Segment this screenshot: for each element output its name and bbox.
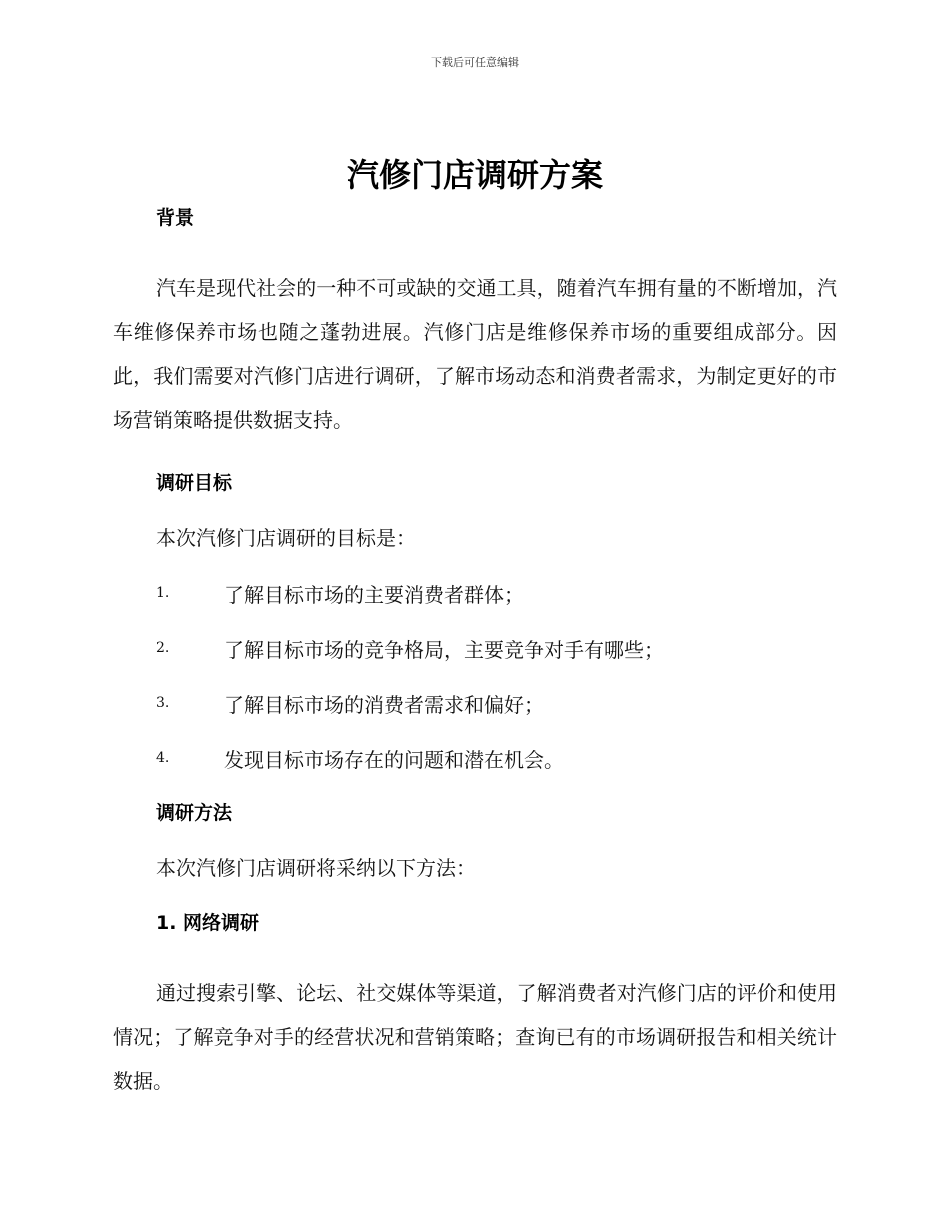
methods-intro: 本次汽修门店调研将采纳以下方法： — [156, 856, 476, 880]
list-item-number: 3. — [156, 695, 170, 711]
header-note: 下载后可任意编辑 — [431, 56, 519, 69]
document-body — [113, 203, 837, 1103]
section-heading-background: 背景 — [156, 207, 195, 229]
list-item-number: 4. — [156, 750, 170, 766]
goals-list — [113, 578, 837, 773]
list-item-text: 了解目标市场的消费者需求和偏好； — [224, 692, 544, 717]
background-paragraph: 汽车是现代社会的一种不可或缺的交通工具，随着汽车拥有量的不断增加，汽车维修保养市场也随之蓬勃进展。汽修门店是维修保养市场的重要组成部分。因此，我们需要对汽修门店进行调研，了解市场动态和消费者需求，为制定更好的市场营销策略提供数据支持。 — [113, 276, 837, 432]
document-title: 汽修门店调研方案 — [346, 156, 603, 194]
list-item-text: 了解目标市场的竞争格局，主要竞争对手有哪些； — [224, 637, 664, 662]
list-item-number: 2. — [156, 640, 170, 656]
list-item — [113, 743, 837, 773]
list-item-text: 了解目标市场的主要消费者群体； — [224, 582, 524, 607]
section-heading-methods: 调研方法 — [156, 802, 233, 824]
list-item-number: 1. — [156, 585, 170, 601]
section-heading-goals: 调研目标 — [156, 472, 233, 494]
list-item — [113, 578, 837, 608]
list-item — [113, 688, 837, 718]
goals-intro: 本次汽修门店调研的目标是： — [156, 526, 416, 550]
sub-heading-web-research: 1. 网络调研 — [156, 912, 260, 934]
list-item-text: 发现目标市场存在的问题和潜在机会。 — [224, 747, 564, 772]
list-item — [113, 633, 837, 663]
web-research-paragraph: 通过搜索引擎、论坛、社交媒体等渠道，了解消费者对汽修门店的评价和使用情况；了解竞争对手的经营状况和营销策略；查询已有的市场调研报告和相关统计数据。 — [113, 981, 837, 1093]
